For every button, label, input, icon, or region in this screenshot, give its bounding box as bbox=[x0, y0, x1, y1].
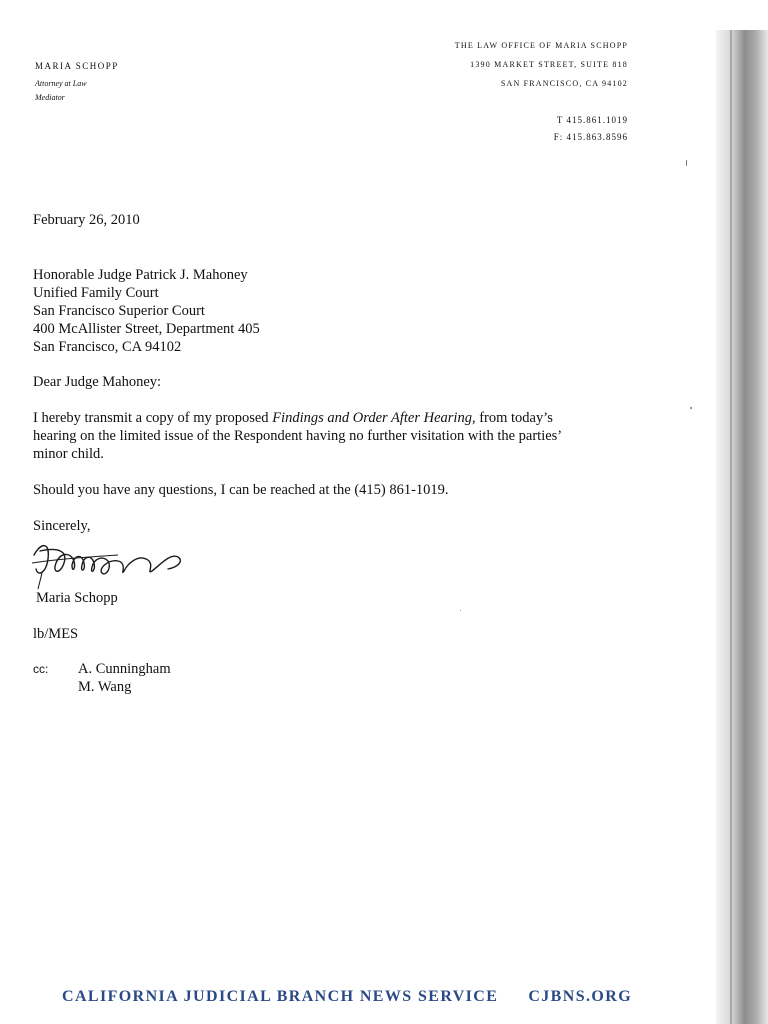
closing: Sincerely, bbox=[33, 518, 91, 534]
sender-name: MARIA SCHOPP bbox=[35, 61, 119, 71]
signer-name: Maria Schopp bbox=[36, 590, 118, 606]
cc-label: cc: bbox=[33, 662, 49, 676]
office-street: 1390 MARKET STREET, SUITE 818 bbox=[470, 60, 628, 69]
letterhead-phones bbox=[554, 112, 628, 146]
carbon-copy-block bbox=[33, 660, 171, 696]
cc-recipient: M. Wang bbox=[78, 679, 132, 695]
salutation: Dear Judge Mahoney: bbox=[33, 374, 162, 390]
body-paragraph-1 bbox=[33, 409, 593, 463]
office-fax: F: 415.863.8596 bbox=[553, 132, 628, 142]
office-city: SAN FRANCISCO, CA 94102 bbox=[500, 79, 628, 88]
sender-block bbox=[35, 61, 119, 105]
recipient-line: Unified Family Court bbox=[33, 285, 159, 301]
recipient-line: Honorable Judge Patrick J. Mahoney bbox=[33, 267, 248, 283]
letterhead-address bbox=[455, 36, 628, 93]
paragraph-text: I hereby transmit a copy of my proposed bbox=[33, 410, 273, 426]
scan-speck bbox=[690, 407, 692, 409]
letter-date: February 26, 2010 bbox=[33, 212, 140, 228]
footer-banner bbox=[62, 988, 682, 1006]
scan-speck bbox=[686, 160, 687, 166]
footer-site: CJBNS.ORG bbox=[528, 988, 633, 1005]
recipient-line: 400 McAllister Street, Department 405 bbox=[33, 321, 260, 337]
cc-recipient: A. Cunningham bbox=[78, 661, 171, 677]
recipient-line: San Francisco, CA 94102 bbox=[33, 339, 182, 355]
scanned-page-edge bbox=[716, 30, 768, 1024]
document-title: Findings and Order After Hearing bbox=[272, 410, 472, 426]
handwritten-signature bbox=[28, 533, 188, 593]
recipient-address bbox=[33, 266, 260, 356]
scan-speck bbox=[460, 610, 461, 611]
sender-title-attorney: Attorney at Law bbox=[35, 79, 87, 88]
sender-title-mediator: Mediator bbox=[35, 93, 65, 102]
cc-list bbox=[78, 660, 171, 696]
recipient-line: San Francisco Superior Court bbox=[33, 303, 205, 319]
footer-source: CALIFORNIA JUDICIAL BRANCH NEWS SERVICE bbox=[62, 988, 499, 1005]
typist-initials: lb/MES bbox=[33, 626, 79, 642]
office-name: THE LAW OFFICE OF MARIA SCHOPP bbox=[454, 41, 628, 50]
paragraph-text: , from today’s hearing on the limited issue of the Respondent having no further visitation with the parties’ minor child. bbox=[33, 410, 562, 462]
body-paragraph-2: Should you have any questions, I can be reached at the (415) 861-1019. bbox=[33, 482, 449, 498]
office-phone: T 415.861.1019 bbox=[556, 115, 628, 125]
